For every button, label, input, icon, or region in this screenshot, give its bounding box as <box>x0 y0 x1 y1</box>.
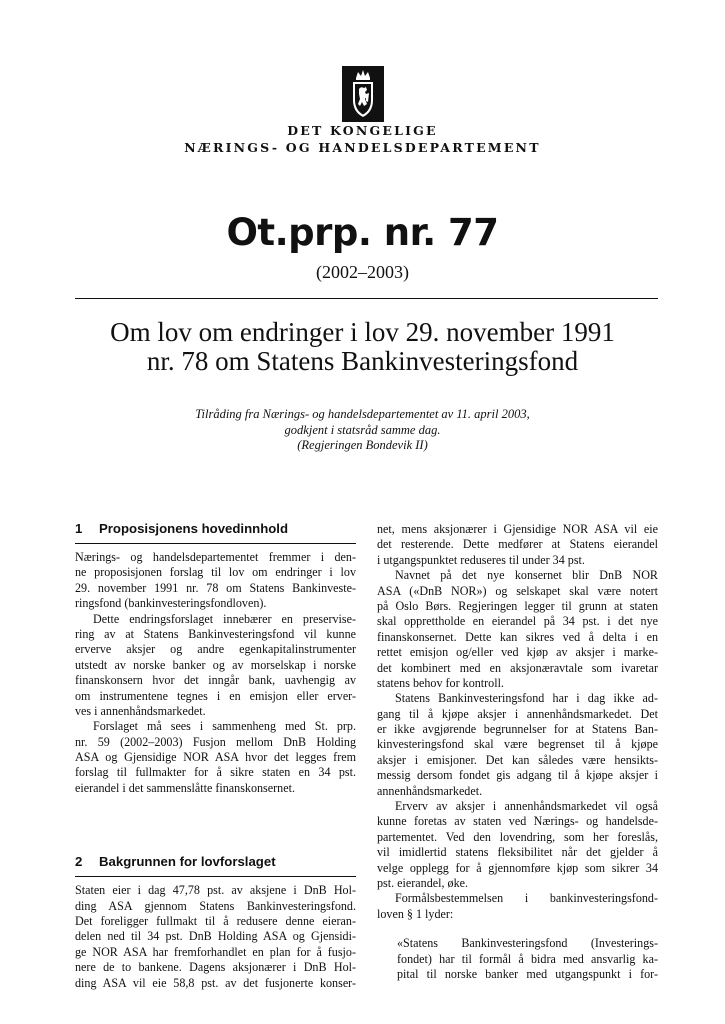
text-line: Forslaget må sees i sammenheng med St. prp. <box>93 719 356 734</box>
text-line: om instrumentene tegnes i en emisjon eller erver- <box>75 688 356 703</box>
text-line: loven § 1 lyder: <box>377 906 454 921</box>
approval-line: (Regjeringen Bondevik II) <box>297 438 428 452</box>
text-line: det resterende. Dette medfører at Statens eierandel <box>377 537 658 552</box>
section-number: 1 <box>75 521 83 536</box>
section-number: 2 <box>75 854 83 870</box>
law-quote <box>377 936 658 982</box>
text-line: ring av at Statens Bankinvesteringsfond vil kunne <box>75 626 356 641</box>
quote-line: pital til norske banker med utgangspunkt i for- <box>397 966 658 981</box>
text-line: 29. november 1991 nr. 78 om Statens Bankinveste- <box>75 580 356 595</box>
text-line: ASA («DnB NOR») og selskapet skal være notert <box>377 583 658 598</box>
text-line: partementet. Ved den lovendring, som her foreslås, <box>377 829 658 844</box>
document-number: Ot.prp. nr. 77 <box>226 211 499 254</box>
text-line: annenhåndsmarkedet. <box>377 783 483 798</box>
text-line: rettet emisjon og/eller ved kjøp av aksjer i marke- <box>377 645 658 660</box>
text-line: nere de to bankene. Dagens aksjonærer i DnB Hol- <box>75 960 356 975</box>
text-line: ASA og Gjensidige NOR ASA hvor det legges frem <box>75 750 356 765</box>
text-line: eierandel i det sammenslåtte finanskonsernet. <box>75 780 295 795</box>
text-line: utstedt av norske banker og av morselskap i norske <box>75 657 356 672</box>
title-divider <box>75 298 658 299</box>
text-line: forslag til fullmakter for å sikre staten en 34 pst. <box>75 765 356 780</box>
text-line: gang til å kjøpe aksjer i annenhåndsmarkedet. Det <box>377 706 658 721</box>
text-line: vil imidlertid statens fleksibilitet når det gjelder å <box>377 845 658 860</box>
text-line: erverve aksjer og andre egenkapitalinstrumenter <box>75 642 356 657</box>
subject-line: Om lov om endringer i lov 29. november 1991 <box>110 317 615 347</box>
text-line: ves i annenhåndsmarkedet. <box>75 703 206 718</box>
text-line: pst. eierandel, øke. <box>377 875 469 890</box>
quote-line: «Statens Bankinvesteringsfond (Investerings- <box>397 936 658 951</box>
text-line: messig dersom fondet gis adgang til å kjøpe aksjer i <box>377 768 658 783</box>
right-column <box>377 522 658 982</box>
text-line: skal opprettholde en eierandel på 34 pst. i det nye <box>377 614 658 629</box>
document-subject <box>60 318 665 376</box>
text-line: det kombinert med en aksjonæravtale som ivaretar <box>377 660 658 675</box>
text-line: ding ASA gjennom Statens Bankinvesteringsfond. <box>75 898 356 913</box>
section-title: Proposisjonens hovedinnhold <box>99 521 289 536</box>
text-line: velge opplegg for å gjennomføre kjøp som sikrer 34 <box>377 860 658 875</box>
section-1-heading <box>75 520 356 544</box>
text-line: Dette endringsforslaget innebærer en preservise- <box>93 611 356 626</box>
text-line: ge NOR ASA har fremforhandlet en plan for å fusjo- <box>75 944 356 959</box>
approval-note <box>60 407 665 454</box>
text-line: ringsfond (bankinvesteringsfondloven). <box>75 596 267 611</box>
text-line: finanskonsernet. Dette kan sikres ved å delta i en <box>377 629 658 644</box>
text-line: kinvesteringsfond skal være begrenset til å kjøpe <box>377 737 658 752</box>
session-period: (2002–2003) <box>316 262 409 282</box>
text-line: Statens Bankinvesteringsfond har i dag ikke ad- <box>395 691 658 706</box>
text-line: i utgangspunktet reduseres til under 34 pst. <box>377 552 585 567</box>
text-line: Det foreligger fullmakt til å redusere denne eieran- <box>75 914 356 929</box>
text-line: net, mens aksjonærer i Gjensidige NOR ASA vil eie <box>377 522 658 536</box>
text-line: på Oslo Børs. Regjeringen legger til grunn at staten <box>377 598 658 613</box>
text-line: er ikke avgjørende begrunnelser for at Statens Ban- <box>377 722 658 737</box>
department-name-line1: DET KONGELIGE <box>287 123 438 138</box>
text-line: statens behov for kontroll. <box>377 675 504 690</box>
text-line: Staten eier i dag 47,78 pst. av aksjene i DnB Hol- <box>75 883 356 898</box>
approval-line: godkjent i statsråd samme dag. <box>284 422 441 437</box>
text-line: ding ASA vil eie 58,8 pst. av det fusjonerte konser- <box>75 975 356 990</box>
text-line: Formålsbestemmelsen i bankinvesteringsfond- <box>395 891 658 906</box>
text-line: kunne foretas av staten ved Nærings- og handelsde- <box>377 814 658 829</box>
text-line: nr. 59 (2002–2003) Fusjon mellom DnB Holding <box>75 734 356 749</box>
text-line: ne proposisjonen forslag til lov om endringer i lov <box>75 565 356 580</box>
text-line: aksjer i emisjoner. Det kan således være hensikts- <box>377 752 658 767</box>
section-title: Bakgrunnen for lovforslaget <box>99 854 276 870</box>
quote-line: fondet) har til formål å bidra med ansvarlig ka- <box>397 951 658 966</box>
coat-of-arms-icon <box>342 66 384 122</box>
text-line: delen ned til 34 pst. DnB Holding ASA og Gjensidi- <box>75 929 356 944</box>
section-2-heading <box>75 853 356 877</box>
text-line: Nærings- og handelsdepartementet fremmer i den- <box>75 550 356 564</box>
subject-line: nr. 78 om Statens Bankinvesteringsfond <box>146 346 579 376</box>
department-name-line2: NÆRINGS- OG HANDELSDEPARTEMENT <box>184 140 541 155</box>
text-line: finanskonsern hvor det inngår bank, uavhengig av <box>75 673 356 688</box>
text-line: Navnet på det nye konsernet blir DnB NOR <box>395 568 658 583</box>
approval-line: Tilråding fra Nærings- og handelsdepartementet av 11. april 2003, <box>195 407 530 421</box>
text-line: Erverv av aksjer i annenhåndsmarkedet vil også <box>395 799 658 814</box>
left-column <box>75 520 356 991</box>
